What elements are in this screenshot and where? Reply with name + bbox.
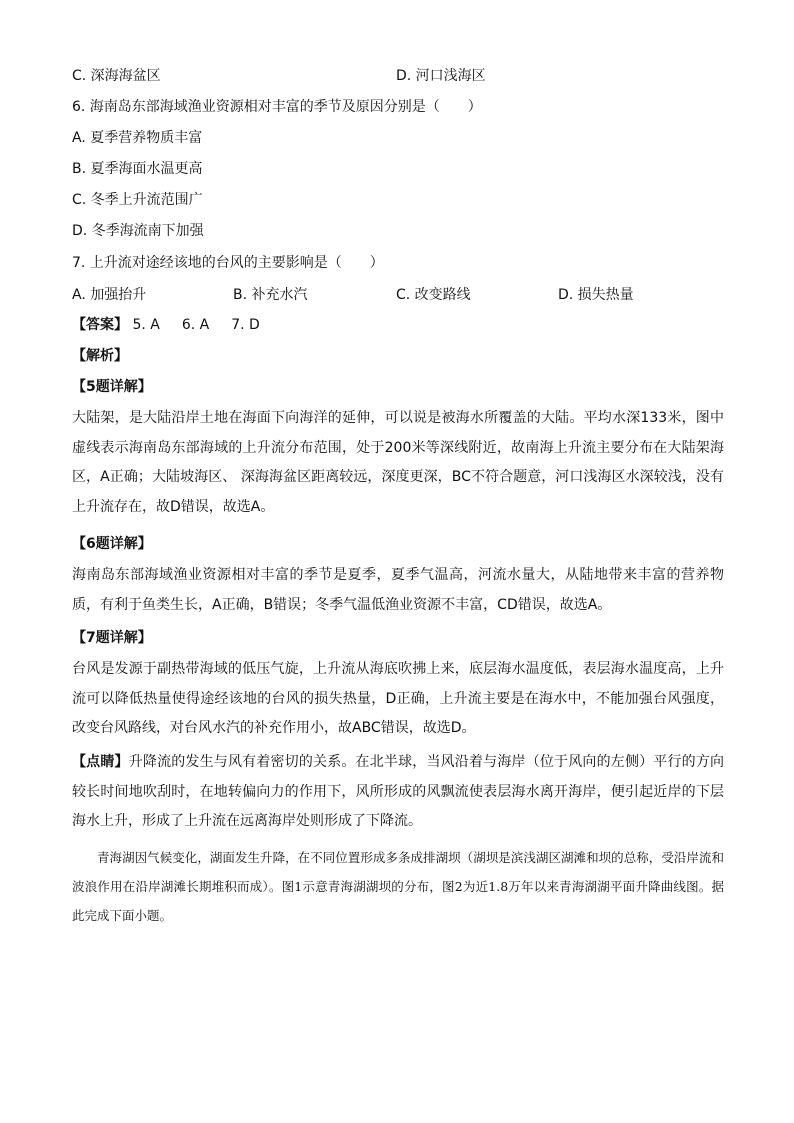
next-material-text: 青海湖因气候变化，湖面发生升降，在不同位置形成多条成排湖坝（湖坝是滨浅湖区湖滩和坝的总称，受沿岸流和波浪作用在沿岸湖滩长期堆积而成）。图1示意青海湖湖坝的分布，图2为近1.8万年以来青海湖湖平面升降曲线图。据此完成下面小题。 <box>72 850 724 923</box>
q6-stem: 6. 海南岛东部海域渔业资源相对丰富的季节及原因分别是（ ） <box>72 99 482 115</box>
q5-option-d: D. 河口浅海区 <box>396 68 486 84</box>
answer-value-5: 5. A <box>132 317 160 333</box>
q6-option-a: A. 夏季营养物质丰富 <box>72 130 203 146</box>
detail7-text: 台风是发源于副热带海域的低压气旋，上升流从海底吹拂上来，底层海水温度低，表层海水温度高，上升流可以降低热量使得途经该地的台风的损失热量，D正确，上升流主要是在海水中，不能加强台风强度，改变台风路线，对台风水汽的补充作用小，故ABC错误，故选D。 <box>72 661 724 736</box>
q7-option-d: D. 损失热量 <box>558 287 634 303</box>
detail7-heading: 【7题详解】 <box>72 630 152 646</box>
tip-text: 升降流的发生与风有着密切的关系。在北半球，当风沿着与海岸（位于风向的左侧）平行的方向较长时间地吹刮时，在地转偏向力的作用下，风所形成的风飘流使表层海水离开海岸，便引起近岸的下层海水上升，形成了上升流在远离海岸处则形成了下降流。 <box>72 754 725 829</box>
answer-line <box>72 315 282 335</box>
tip-tag: 【点睛】 <box>72 754 129 770</box>
answer-value-6: 6. A <box>181 317 210 333</box>
q6-option-c: C. 冬季上升流范围广 <box>72 192 203 208</box>
q6-option-d: D. 冬季海流南下加强 <box>72 223 204 239</box>
tip-block <box>72 748 724 837</box>
q7-option-a: A. 加强抬升 <box>72 287 147 303</box>
answer-value-7: 7. D <box>231 317 260 333</box>
detail6-heading: 【6题详解】 <box>72 536 152 552</box>
answer-tag: 【答案】 <box>72 317 128 333</box>
detail5-text: 大陆架，是大陆沿岸土地在海面下向海洋的延伸，可以说是被海水所覆盖的大陆。平均水深133米，图中虚线表示海南岛东部海域的上升流分布范围，处于200米等深线附近，故南海上升流主要分布在大陆架海区，A正确；大陆坡海区、 深海海盆区距离较远，深度更深，BC不符合题意，河口浅海区水深较浅，没有上升流存在，故D错误，故选A。 <box>72 410 724 515</box>
q7-option-c: C. 改变路线 <box>396 287 471 303</box>
q7-stem: 7. 上升流对途经该地的台风的主要影响是（ ） <box>72 255 384 271</box>
detail5-heading: 【5题详解】 <box>72 379 152 395</box>
q6-option-b: B. 夏季海面水温更高 <box>72 161 203 177</box>
q7-option-b: B. 补充水汽 <box>233 287 308 303</box>
analysis-tag: 【解析】 <box>72 348 128 364</box>
detail6-text: 海南岛东部海域渔业资源相对丰富的季节是夏季，夏季气温高，河流水量大，从陆地带来丰富的营养物质，有利于鱼类生长，A正确，B错误；冬季气温低渔业资源不丰富，CD错误，故选A。 <box>72 567 724 613</box>
q5-option-c: C. 深海海盆区 <box>72 68 161 84</box>
